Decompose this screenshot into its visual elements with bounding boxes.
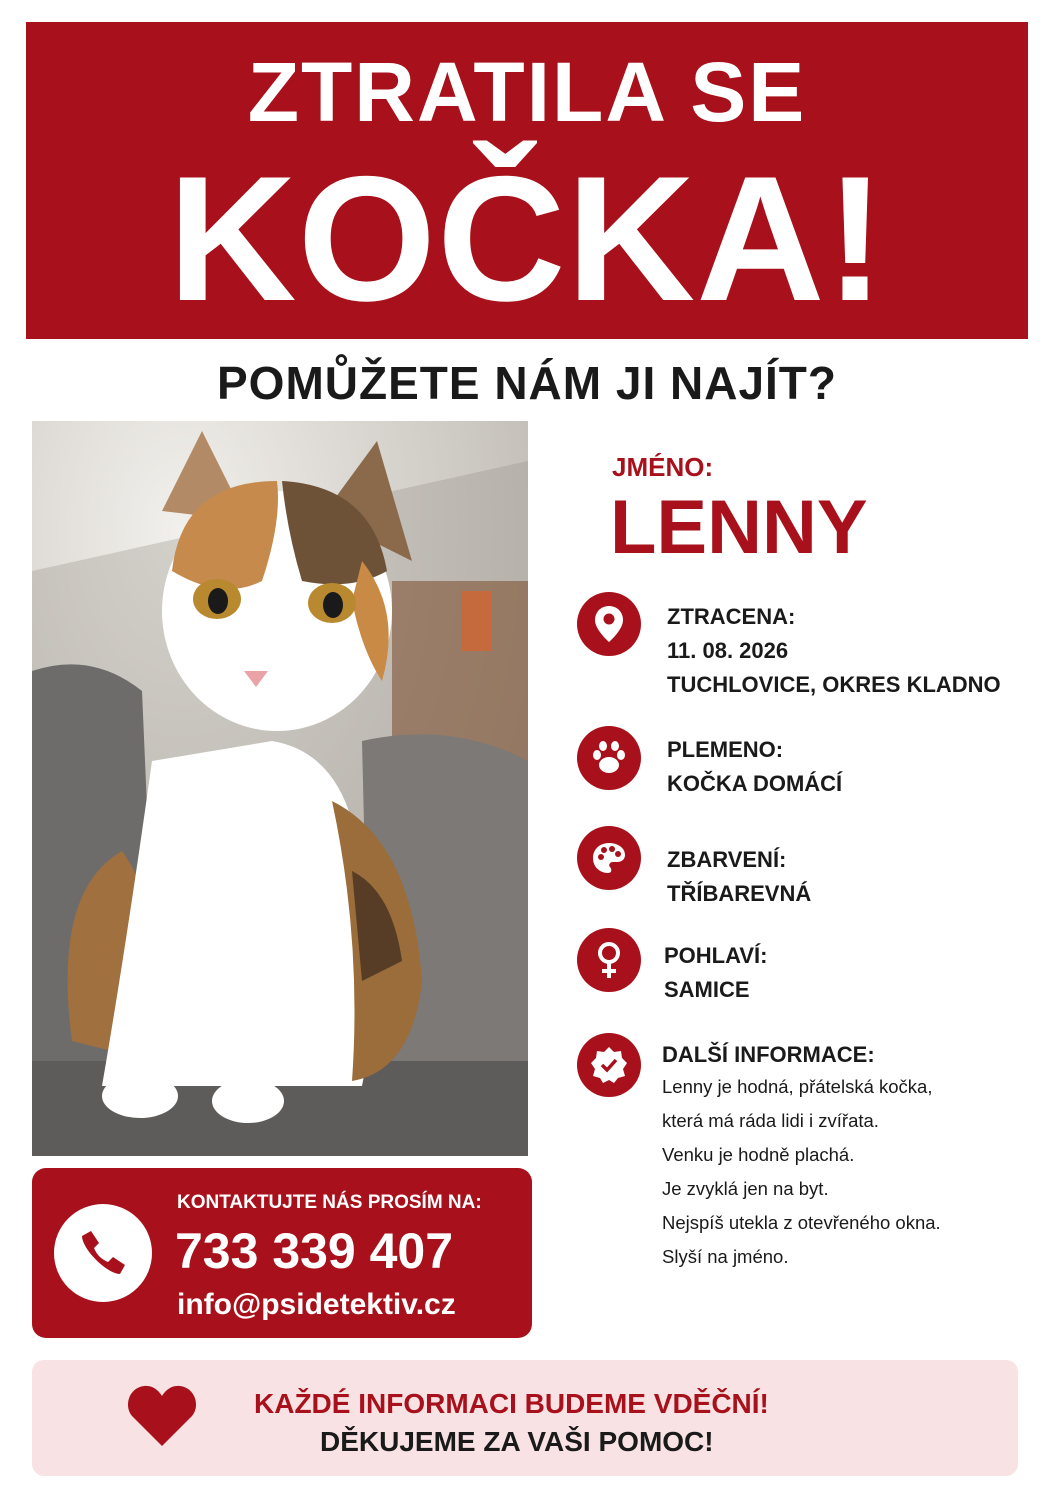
cat-name: LENNY	[610, 485, 868, 570]
breed-info	[667, 733, 842, 801]
more-line-5: Nejspíš utekla z otevřeného okna.	[662, 1212, 941, 1233]
phone-icon	[54, 1204, 152, 1302]
lost-date: 11. 08. 2026	[667, 638, 789, 663]
name-label: JMÉNO:	[612, 452, 714, 482]
more-line-2: která má ráda lidi i zvířata.	[662, 1110, 879, 1131]
contact-email[interactable]: info@psidetektiv.cz	[177, 1288, 456, 1321]
more-line-1: Lenny je hodná, přátelská kočka,	[662, 1076, 933, 1097]
check-badge-icon	[577, 1033, 641, 1097]
color-info	[667, 843, 811, 911]
contact-box	[32, 1168, 532, 1338]
more-line-3: Venku je hodně plachá.	[662, 1144, 855, 1165]
contact-phone[interactable]: 733 339 407	[175, 1223, 454, 1279]
more-label: DALŠÍ INFORMACE:	[662, 1042, 875, 1067]
subtitle: POMŮŽETE NÁM JI NAJÍT?	[216, 357, 838, 409]
female-icon	[577, 928, 641, 992]
location-pin-icon	[577, 592, 641, 656]
more-line-4: Je zvyklá jen na byt.	[662, 1178, 829, 1199]
title-line-1: ZTRATILA SE	[247, 45, 807, 139]
title-line-2: KOČKA!	[168, 139, 886, 338]
contact-label: KONTAKTUJTE NÁS PROSÍM NA:	[177, 1192, 482, 1213]
breed-label: PLEMENO:	[667, 737, 784, 762]
paw-icon	[577, 726, 641, 790]
lost-info	[667, 600, 1001, 702]
color-label: ZBARVENÍ:	[667, 847, 787, 872]
palette-icon	[577, 826, 641, 890]
breed-value: KOČKA DOMÁCÍ	[667, 771, 843, 796]
more-line-6: Slyší na jméno.	[662, 1246, 789, 1267]
cat-illustration	[32, 421, 528, 1156]
color-value: TŘÍBAREVNÁ	[667, 881, 812, 906]
sex-value: SAMICE	[664, 977, 750, 1002]
lost-label: ZTRACENA:	[667, 604, 796, 629]
heart-icon	[126, 1382, 198, 1453]
title-banner	[26, 22, 1028, 339]
cat-photo	[32, 421, 528, 1156]
lost-place: TUCHLOVICE, OKRES KLADNO	[667, 672, 1001, 697]
footer-line-1: KAŽDÉ INFORMACI BUDEME VDĚČNÍ!	[254, 1388, 769, 1419]
sex-label: POHLAVÍ:	[664, 943, 768, 968]
more-text	[662, 1070, 941, 1274]
sex-info	[664, 939, 767, 1007]
footer-box	[32, 1360, 1018, 1476]
footer-line-2: DĚKUJEME ZA VAŠI POMOC!	[320, 1426, 714, 1457]
